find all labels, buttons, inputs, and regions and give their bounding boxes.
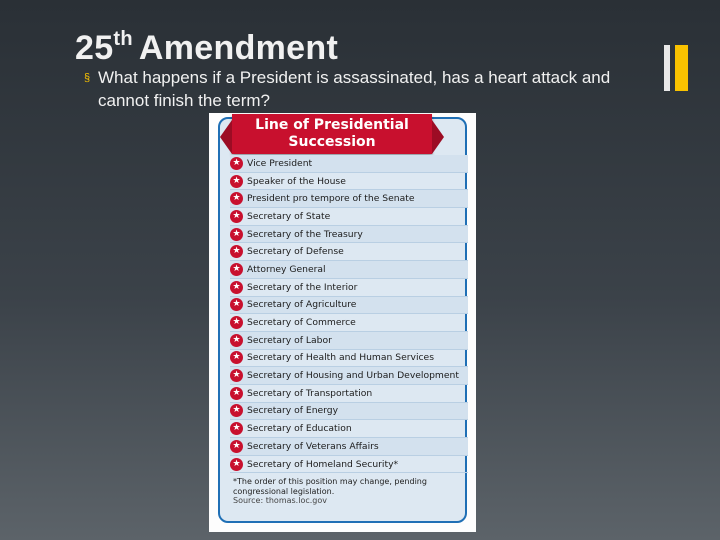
- succession-item-label: Secretary of Education: [247, 423, 352, 435]
- bullet-icon: §: [84, 72, 91, 84]
- banner-line-1: Line of Presidential: [255, 117, 409, 133]
- succession-item-label: Secretary of Defense: [247, 246, 344, 258]
- title-word: Amendment: [138, 29, 339, 67]
- succession-item: [230, 173, 468, 191]
- bullet-point: [84, 66, 624, 112]
- succession-item-label: Secretary of Agriculture: [247, 299, 357, 311]
- succession-item: [230, 403, 468, 421]
- succession-item: [230, 385, 468, 403]
- succession-list: [230, 155, 468, 473]
- succession-item-label: President pro tempore of the Senate: [247, 193, 415, 205]
- accent-bar-yellow: [675, 45, 688, 91]
- accent-bar-white: [664, 45, 670, 91]
- succession-item: [230, 243, 468, 261]
- star-icon: ★: [230, 175, 243, 188]
- succession-item: [230, 226, 468, 244]
- succession-item: [230, 438, 468, 456]
- succession-item-label: Secretary of Energy: [247, 405, 339, 417]
- star-icon: ★: [230, 263, 243, 276]
- succession-item-label: Secretary of Labor: [247, 334, 332, 346]
- succession-item-label: Secretary of Veterans Affairs: [247, 440, 379, 452]
- succession-item-label: Secretary of Transportation: [247, 387, 373, 399]
- succession-item: [230, 297, 468, 315]
- title-superscript: th: [113, 28, 133, 50]
- star-icon: ★: [230, 316, 243, 329]
- star-icon: ★: [230, 404, 243, 417]
- bullet-text: What happens if a President is assassinated, has a heart attack and cannot finish the term?: [98, 68, 611, 110]
- succession-item: [230, 208, 468, 226]
- succession-item-label: Secretary of Homeland Security*: [247, 458, 399, 470]
- succession-banner: [232, 114, 432, 154]
- succession-item-label: Attorney General: [247, 263, 326, 275]
- star-icon: ★: [230, 458, 243, 471]
- succession-item-label: Secretary of Health and Human Services: [247, 352, 434, 364]
- title-number: 25: [75, 29, 114, 67]
- succession-item-label: Secretary of State: [247, 210, 331, 222]
- succession-item-label: Secretary of the Interior: [247, 281, 358, 293]
- succession-item: [230, 314, 468, 332]
- star-icon: ★: [230, 245, 243, 258]
- succession-item-label: Secretary of Housing and Urban Development: [247, 370, 459, 382]
- footnote-text: *The order of this position may change, pending congressional legislation.: [233, 477, 427, 496]
- succession-item: [230, 350, 468, 368]
- slide-title: [75, 28, 338, 68]
- succession-item: [230, 367, 468, 385]
- banner-line-2: Succession: [288, 134, 376, 150]
- succession-item: [230, 190, 468, 208]
- succession-image: [209, 113, 476, 532]
- succession-item: [230, 155, 468, 173]
- succession-item: [230, 332, 468, 350]
- star-icon: ★: [230, 369, 243, 382]
- succession-item: [230, 279, 468, 297]
- star-icon: ★: [230, 192, 243, 205]
- succession-item-label: Vice President: [247, 157, 313, 169]
- star-icon: ★: [230, 422, 243, 435]
- star-icon: ★: [230, 210, 243, 223]
- star-icon: ★: [230, 334, 243, 347]
- star-icon: ★: [230, 351, 243, 364]
- succession-item-label: Secretary of the Treasury: [247, 228, 363, 240]
- footnote-source: Source: thomas.loc.gov: [233, 496, 327, 505]
- star-icon: ★: [230, 298, 243, 311]
- star-icon: ★: [230, 228, 243, 241]
- succession-item-label: Secretary of Commerce: [247, 317, 356, 329]
- star-icon: ★: [230, 157, 243, 170]
- succession-item: [230, 420, 468, 438]
- footnote: [233, 477, 455, 506]
- star-icon: ★: [230, 281, 243, 294]
- star-icon: ★: [230, 440, 243, 453]
- succession-item: [230, 456, 468, 474]
- succession-item-label: Speaker of the House: [247, 175, 346, 187]
- star-icon: ★: [230, 387, 243, 400]
- succession-item: [230, 261, 468, 279]
